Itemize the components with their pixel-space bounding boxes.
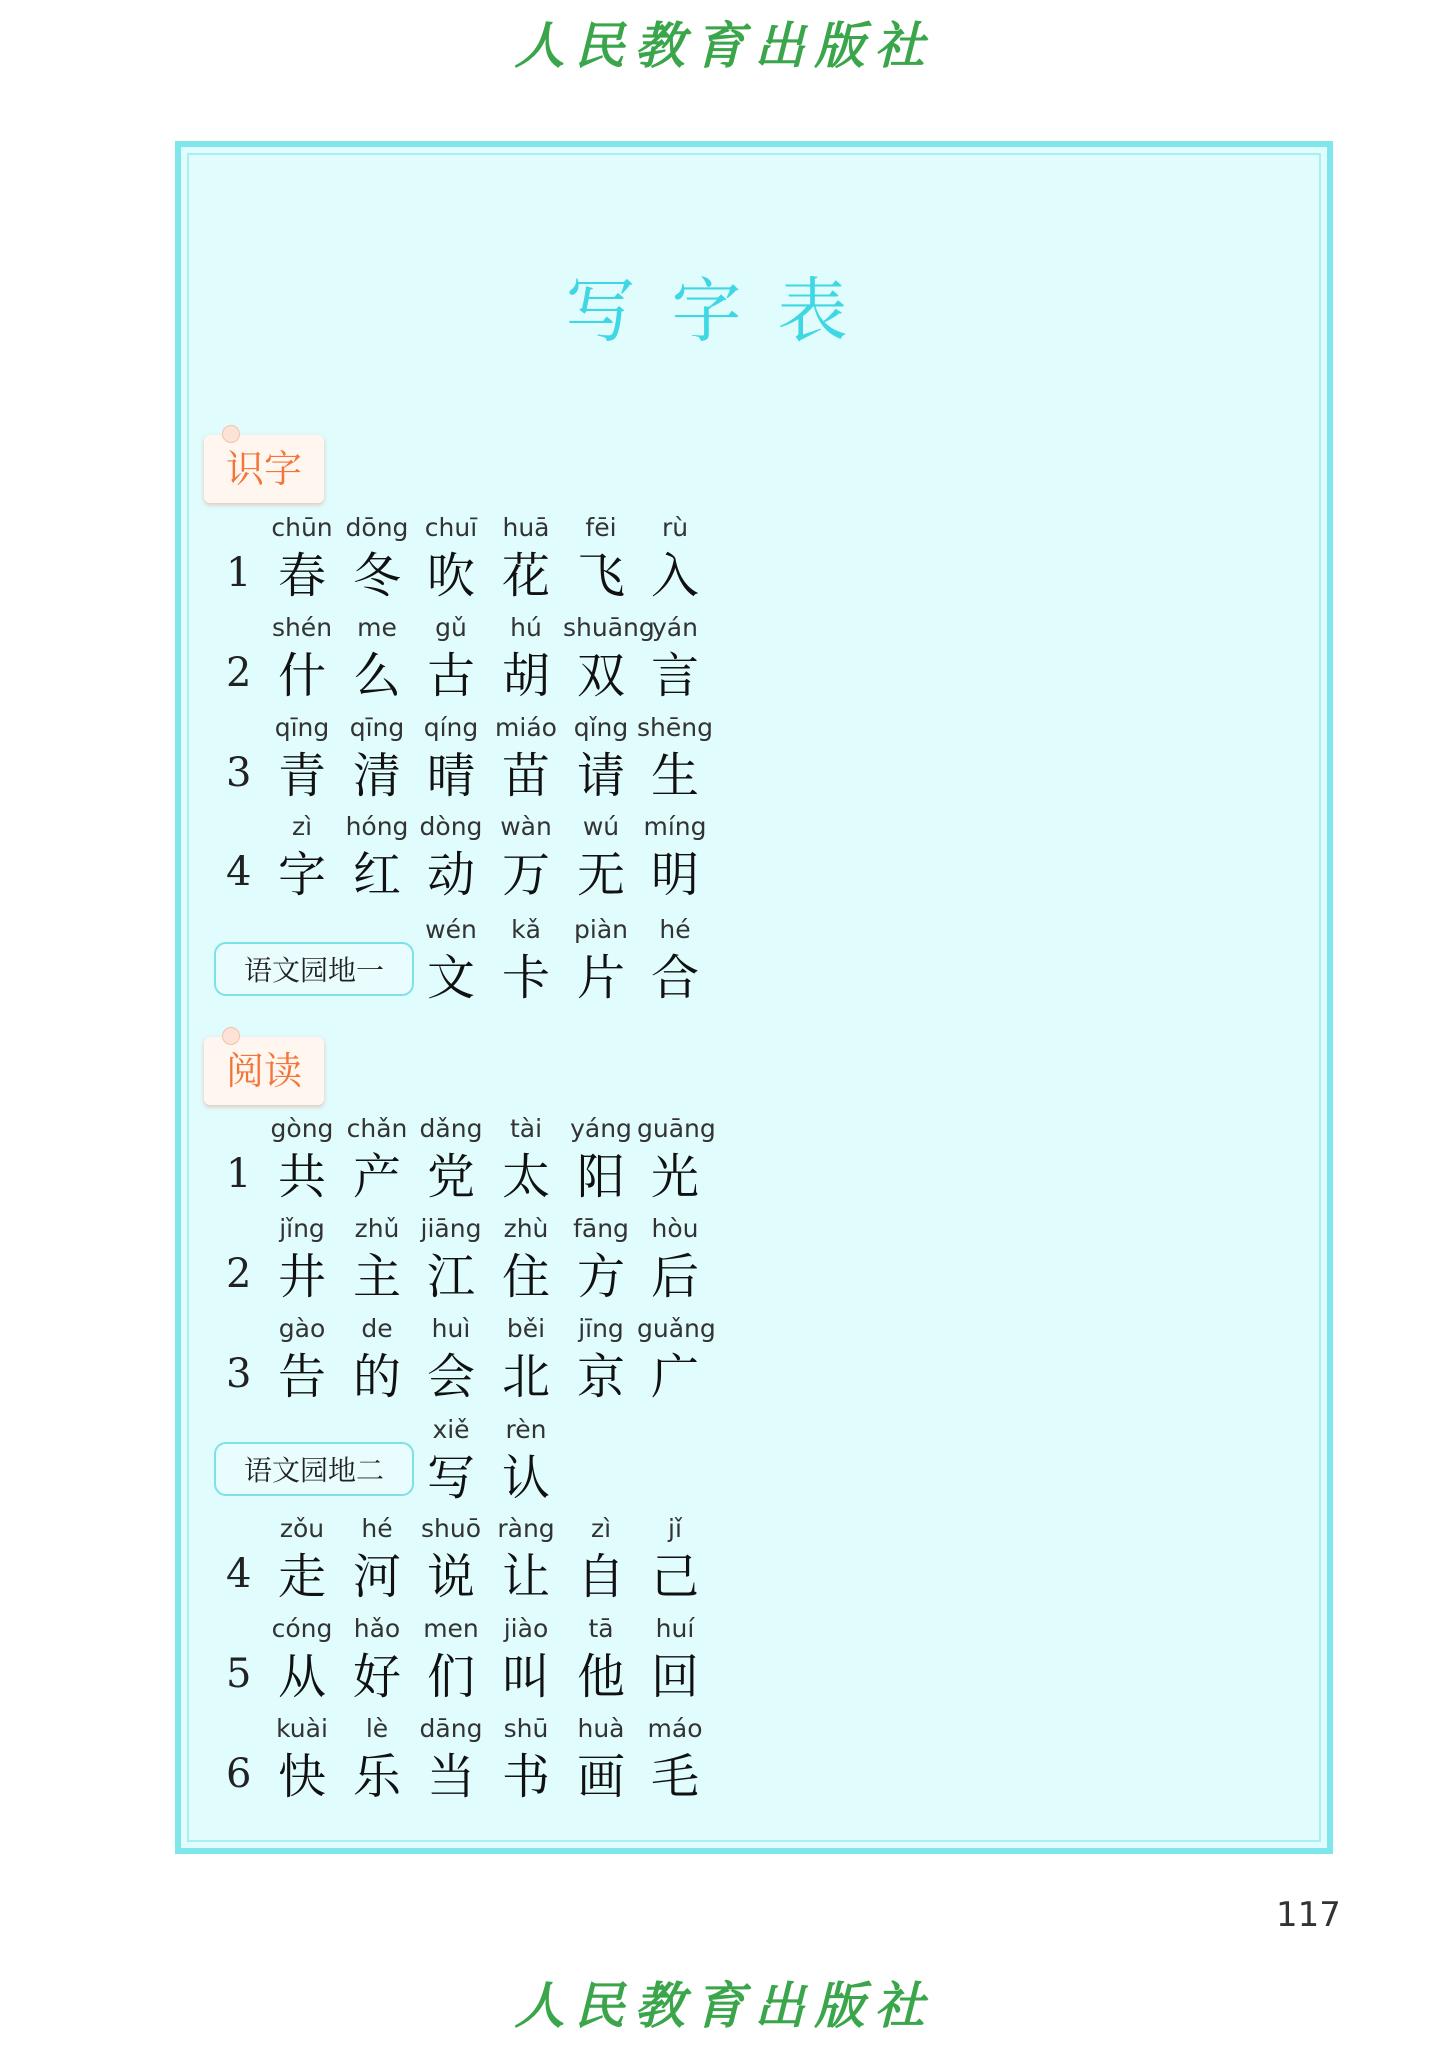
- pinyin: qīng: [274, 713, 330, 742]
- pinyin: chǎn: [346, 1114, 408, 1143]
- pinyin: zì: [590, 1514, 612, 1543]
- character-cell: [413, 1713, 489, 1809]
- hanzi: 么: [352, 648, 401, 704]
- hanzi: 京: [576, 1349, 625, 1405]
- hanzi: 什: [277, 648, 326, 704]
- character-cell: [637, 1213, 713, 1309]
- hanzi: 当: [426, 1749, 475, 1805]
- pinyin: hé: [361, 1514, 393, 1543]
- character-cell: [264, 1313, 340, 1409]
- character-cell: [563, 612, 655, 708]
- hanzi: 吹: [426, 548, 475, 604]
- hanzi: 产: [352, 1149, 401, 1205]
- character-cell: [488, 1613, 564, 1709]
- pinyin: shū: [503, 1714, 549, 1743]
- hanzi: 井: [277, 1249, 326, 1305]
- character-cell: [339, 1713, 415, 1809]
- hanzi: 花: [501, 548, 550, 604]
- publisher-logo-bottom: 人民教育出版社: [514, 1976, 935, 2035]
- character-cell: [488, 1313, 564, 1409]
- pinyin: lè: [365, 1714, 389, 1743]
- hanzi: 言: [650, 648, 699, 704]
- pinyin: wú: [582, 812, 620, 841]
- hanzi: 写: [426, 1450, 475, 1506]
- pinyin: huì: [431, 1314, 471, 1343]
- character-cell: [488, 512, 564, 608]
- hanzi: 晴: [426, 748, 475, 804]
- character-cell: [339, 512, 415, 608]
- character-cell: [563, 1613, 639, 1709]
- hanzi: 快: [277, 1749, 326, 1805]
- pinyin: huā: [502, 513, 550, 542]
- hanzi: 卡: [501, 950, 550, 1006]
- hanzi: 古: [426, 648, 475, 704]
- row-number: 1: [226, 1151, 252, 1197]
- character-cell: [264, 1513, 340, 1609]
- hanzi: 毛: [650, 1749, 699, 1805]
- pinyin: zǒu: [279, 1514, 325, 1543]
- hanzi: 的: [352, 1349, 401, 1405]
- hanzi: 后: [650, 1249, 699, 1305]
- hanzi: 叫: [501, 1649, 550, 1705]
- pinyin: gòng: [270, 1114, 334, 1143]
- hanzi: 苗: [501, 748, 550, 804]
- row-number: 3: [226, 750, 252, 796]
- hanzi: 主: [352, 1249, 401, 1305]
- character-cell: [563, 914, 639, 1010]
- character-cell: [413, 512, 489, 608]
- character-cell: [413, 1613, 489, 1709]
- pinyin: rèn: [505, 1415, 547, 1444]
- pinyin: guāng: [637, 1114, 716, 1143]
- character-cell: [563, 811, 639, 907]
- character-cell: [413, 612, 489, 708]
- pinyin: zhǔ: [354, 1214, 400, 1243]
- row-number: 5: [226, 1651, 252, 1697]
- pinyin: chuī: [424, 513, 478, 542]
- publisher-logo-top: 人民教育出版社: [514, 16, 935, 75]
- character-cell: [413, 1113, 489, 1209]
- pinyin: míng: [643, 812, 707, 841]
- pinyin: hóng: [345, 812, 409, 841]
- hanzi: 红: [352, 847, 401, 903]
- pinyin: běi: [506, 1314, 546, 1343]
- hanzi: 太: [501, 1149, 550, 1205]
- character-cell: [637, 512, 713, 608]
- character-cell: [339, 1313, 415, 1409]
- character-cell: [637, 612, 713, 708]
- character-cell: [563, 1513, 639, 1609]
- hanzi: 会: [426, 1349, 475, 1405]
- character-cell: [413, 712, 489, 808]
- pinyin: wén: [425, 915, 477, 944]
- hanzi: 胡: [501, 648, 550, 704]
- hanzi: 己: [650, 1549, 699, 1605]
- hanzi: 走: [277, 1549, 326, 1605]
- pinyin: gào: [278, 1314, 326, 1343]
- character-cell: [637, 811, 713, 907]
- character-cell: [339, 1613, 415, 1709]
- section-badge: 阅读: [204, 1037, 324, 1105]
- hanzi: 入: [650, 548, 699, 604]
- pinyin: ràng: [497, 1514, 555, 1543]
- character-cell: [637, 1313, 716, 1409]
- pinyin: tā: [588, 1614, 614, 1643]
- page-title: 写字表: [565, 270, 884, 352]
- hanzi: 让: [501, 1549, 550, 1605]
- pinyin: dòng: [419, 812, 483, 841]
- pinyin: jiào: [503, 1614, 549, 1643]
- pinyin: máo: [647, 1714, 703, 1743]
- hanzi: 冬: [352, 548, 401, 604]
- pinyin: me: [357, 613, 397, 642]
- pinyin: rù: [661, 513, 689, 542]
- hanzi: 告: [277, 1349, 326, 1405]
- pinyin: hǎo: [353, 1614, 401, 1643]
- row-number: 2: [226, 1251, 252, 1297]
- hanzi: 字: [277, 847, 326, 903]
- character-cell: [339, 1113, 415, 1209]
- hanzi: 江: [426, 1249, 475, 1305]
- hanzi: 党: [426, 1149, 475, 1205]
- pinyin: hé: [659, 915, 691, 944]
- character-cell: [339, 712, 415, 808]
- character-cell: [563, 512, 639, 608]
- pinyin: jǐng: [279, 1214, 325, 1243]
- hanzi: 青: [277, 748, 326, 804]
- pinyin: guǎng: [637, 1314, 716, 1343]
- hanzi: 共: [277, 1149, 326, 1205]
- hanzi: 阳: [576, 1149, 625, 1205]
- pinyin: wàn: [500, 812, 552, 841]
- character-cell: [637, 1613, 713, 1709]
- hanzi: 他: [576, 1649, 625, 1705]
- pinyin: huí: [655, 1614, 695, 1643]
- pinyin: hú: [510, 613, 542, 642]
- pinyin: yán: [652, 613, 698, 642]
- hanzi: 生: [650, 748, 699, 804]
- hanzi: 合: [650, 950, 699, 1006]
- row-number: 3: [226, 1351, 252, 1397]
- pinyin: qǐng: [573, 713, 629, 742]
- pinyin: men: [423, 1614, 479, 1643]
- character-cell: [563, 1313, 639, 1409]
- hanzi: 北: [501, 1349, 550, 1405]
- character-cell: [488, 1213, 564, 1309]
- pinyin: fēi: [585, 513, 617, 542]
- pinyin: dōng: [345, 513, 409, 542]
- hanzi: 请: [576, 748, 625, 804]
- character-cell: [488, 612, 564, 708]
- character-cell: [413, 1513, 489, 1609]
- hanzi: 们: [426, 1649, 475, 1705]
- pinyin: yáng: [570, 1114, 632, 1143]
- character-cell: [264, 1113, 340, 1209]
- hanzi: 清: [352, 748, 401, 804]
- hanzi: 万: [501, 847, 550, 903]
- hanzi: 书: [501, 1749, 550, 1805]
- character-cell: [413, 811, 489, 907]
- pinyin: zhù: [503, 1214, 549, 1243]
- character-cell: [339, 1513, 415, 1609]
- pinyin: de: [361, 1314, 393, 1343]
- character-cell: [264, 512, 340, 608]
- character-cell: [413, 1213, 489, 1309]
- pinyin: xiě: [432, 1415, 470, 1444]
- pinyin: jǐ: [668, 1514, 682, 1543]
- hanzi: 双: [576, 648, 625, 704]
- character-cell: [339, 612, 415, 708]
- hanzi: 乐: [352, 1749, 401, 1805]
- pinyin: fāng: [573, 1214, 629, 1243]
- hanzi: 回: [650, 1649, 699, 1705]
- character-cell: [488, 1414, 564, 1510]
- garden-label: 语文园地一: [214, 942, 414, 996]
- pinyin: qíng: [423, 713, 479, 742]
- character-cell: [637, 1113, 716, 1209]
- character-cell: [563, 712, 639, 808]
- character-cell: [339, 1213, 415, 1309]
- hanzi: 文: [426, 950, 475, 1006]
- pinyin: shēng: [637, 713, 713, 742]
- character-cell: [264, 1713, 340, 1809]
- hanzi: 春: [277, 548, 326, 604]
- pinyin: cóng: [271, 1614, 333, 1643]
- hanzi: 从: [277, 1649, 326, 1705]
- character-cell: [563, 1113, 639, 1209]
- pinyin: gǔ: [435, 613, 467, 642]
- hanzi: 明: [650, 847, 699, 903]
- section-badge: 识字: [204, 435, 324, 503]
- character-cell: [637, 712, 713, 808]
- hanzi: 河: [352, 1549, 401, 1605]
- row-number: 4: [226, 849, 252, 895]
- character-cell: [264, 1613, 340, 1709]
- pinyin: shén: [271, 613, 333, 642]
- pinyin: kǎ: [511, 915, 541, 944]
- hanzi: 好: [352, 1649, 401, 1705]
- character-cell: [488, 811, 564, 907]
- hanzi: 住: [501, 1249, 550, 1305]
- character-cell: [488, 1713, 564, 1809]
- page-number: 117: [1276, 1895, 1341, 1935]
- hanzi: 广: [650, 1349, 699, 1405]
- pinyin: chūn: [271, 513, 333, 542]
- character-cell: [264, 712, 340, 808]
- pinyin: huà: [577, 1714, 625, 1743]
- pinyin: hòu: [651, 1214, 699, 1243]
- hanzi: 说: [426, 1549, 475, 1605]
- character-cell: [488, 1113, 564, 1209]
- character-cell: [488, 914, 564, 1010]
- pinyin: dǎng: [419, 1114, 483, 1143]
- pinyin: zì: [291, 812, 313, 841]
- hanzi: 方: [576, 1249, 625, 1305]
- pinyin: shuō: [420, 1514, 481, 1543]
- pinyin: jiāng: [420, 1214, 482, 1243]
- character-cell: [488, 1513, 564, 1609]
- hanzi: 片: [576, 950, 625, 1006]
- row-number: 6: [226, 1751, 252, 1797]
- pinyin: shuāng: [563, 613, 655, 642]
- pinyin: piàn: [574, 915, 628, 944]
- character-cell: [637, 914, 713, 1010]
- character-cell: [339, 811, 415, 907]
- character-cell: [488, 712, 564, 808]
- hanzi: 无: [576, 847, 625, 903]
- hanzi: 认: [501, 1450, 550, 1506]
- pinyin: dāng: [419, 1714, 483, 1743]
- row-number: 2: [226, 650, 252, 696]
- hanzi: 光: [650, 1149, 699, 1205]
- pinyin: qīng: [349, 713, 405, 742]
- character-cell: [413, 1313, 489, 1409]
- character-cell: [563, 1213, 639, 1309]
- hanzi: 动: [426, 847, 475, 903]
- character-cell: [264, 811, 340, 907]
- character-cell: [637, 1713, 713, 1809]
- character-cell: [637, 1513, 713, 1609]
- character-cell: [413, 1414, 489, 1510]
- hanzi: 自: [576, 1549, 625, 1605]
- character-cell: [563, 1713, 639, 1809]
- pinyin: jīng: [578, 1314, 624, 1343]
- row-number: 1: [226, 550, 252, 596]
- hanzi: 画: [576, 1749, 625, 1805]
- hanzi: 飞: [576, 548, 625, 604]
- character-cell: [413, 914, 489, 1010]
- row-number: 4: [226, 1551, 252, 1597]
- pinyin: miáo: [495, 713, 557, 742]
- character-cell: [264, 1213, 340, 1309]
- pinyin: tài: [509, 1114, 543, 1143]
- garden-label: 语文园地二: [214, 1442, 414, 1496]
- pinyin: kuài: [276, 1714, 328, 1743]
- character-cell: [264, 612, 340, 708]
